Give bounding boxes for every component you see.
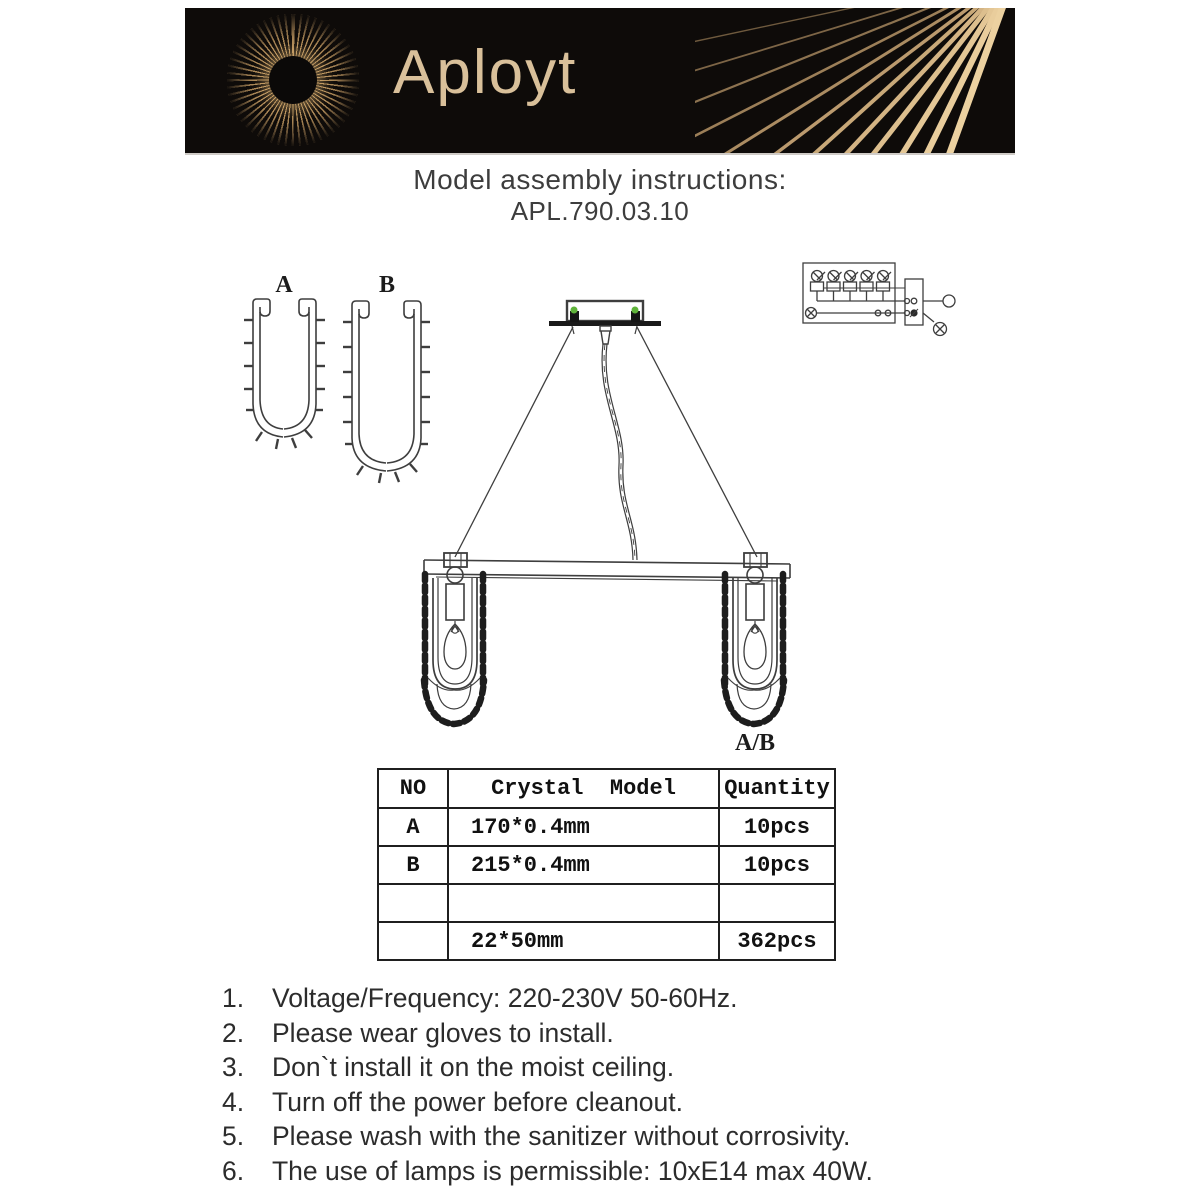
list-item: [222, 1085, 1062, 1120]
crystal-a-label: A: [275, 272, 293, 298]
table-header-row: [378, 769, 835, 808]
table-row: [378, 808, 835, 846]
list-item: [222, 1050, 1062, 1085]
crystal-a-drawing: [244, 299, 325, 449]
wiring-schematic-drawing: [803, 263, 955, 336]
ceiling-canopy-drawing: [549, 301, 661, 344]
list-item: [222, 1119, 1062, 1154]
table-row: [378, 884, 835, 922]
list-item: [222, 1016, 1062, 1051]
item-text: The use of lamps is permissible: 10xE14 max 40W.: [272, 1155, 873, 1186]
item-number: 4.: [222, 1086, 245, 1117]
cell-quantity: 10pcs: [719, 808, 835, 846]
cell-model: 215*0.4mm: [448, 846, 719, 884]
brand-name: Aployt: [393, 38, 578, 107]
list-item: [222, 981, 1062, 1016]
cell-quantity: 10pcs: [719, 846, 835, 884]
item-number: 2.: [222, 1017, 245, 1048]
crystal-parts-table: [377, 768, 836, 961]
cell-no: B: [378, 846, 448, 884]
cell-model: 22*50mm: [448, 922, 719, 960]
cell-no: [378, 884, 448, 922]
cell-quantity: 362pcs: [719, 922, 835, 960]
fixture-crystals-label: A/B: [734, 730, 776, 756]
col-header-model: Crystal Model: [448, 769, 719, 808]
item-number: 1.: [222, 983, 245, 1013]
table-row: [378, 922, 835, 960]
item-text: Don`t install it on the moist ceiling.: [272, 1052, 675, 1082]
item-number: 6.: [222, 1155, 245, 1186]
item-number: 3.: [222, 1052, 245, 1082]
cell-quantity: [719, 884, 835, 922]
frame-bar-drawing: [424, 560, 790, 581]
table-row: [378, 846, 835, 884]
item-number: 5.: [222, 1121, 245, 1151]
crystal-b-drawing: [343, 301, 430, 483]
lamp-assembly-right: [724, 553, 784, 724]
cell-model: 170*0.4mm: [448, 808, 719, 846]
item-text: Turn off the power before cleanout.: [272, 1086, 684, 1117]
lamp-assembly-left: [424, 553, 484, 724]
item-text: Please wash with the sanitizer without corrosivity.: [272, 1121, 851, 1151]
col-header-no: NO: [378, 769, 448, 808]
model-code: APL.790.03.10: [510, 196, 690, 226]
item-text: Please wear gloves to install.: [272, 1017, 614, 1048]
power-cable-drawing: [602, 344, 637, 560]
crystal-b-label: B: [378, 272, 396, 298]
instruction-list: [222, 981, 1062, 1188]
cell-model: [448, 884, 719, 922]
suspension-wire-left: [455, 327, 573, 557]
cell-no: [378, 922, 448, 960]
cell-no: A: [378, 808, 448, 846]
page-title: Model assembly instructions:: [413, 164, 787, 195]
item-text: Voltage/Frequency: 220-230V 50-60Hz.: [272, 983, 738, 1013]
list-item: [222, 1154, 1062, 1189]
suspension-wire-right: [637, 327, 757, 557]
col-header-quantity: Quantity: [719, 769, 835, 808]
